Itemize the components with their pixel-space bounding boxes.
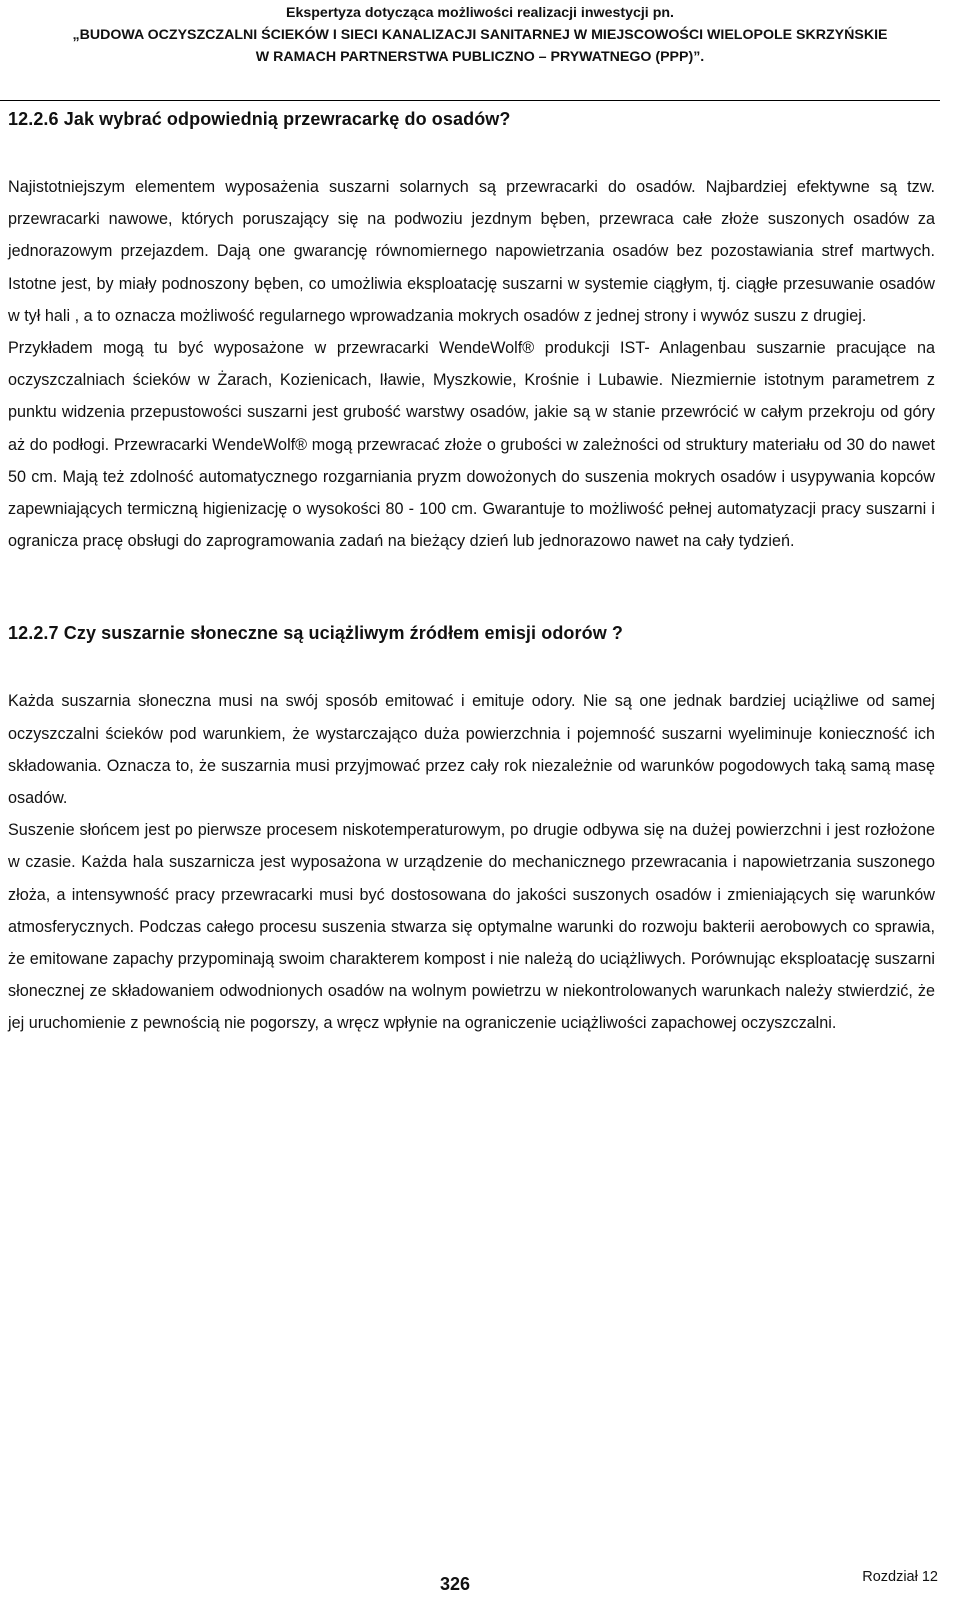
page-number: 326 (440, 1574, 471, 1594)
section-heading-12-2-6: 12.2.6 Jak wybrać odpowiednią przewracarkę do osadów? (8, 109, 511, 129)
spacer (8, 131, 935, 171)
paragraph: Najistotniejszym elementem wyposażenia suszarni solarnych są przewracarki do osadów. Najbardziej efektywne są tzw. przewracarki nawowe, których poruszający się na podwoziu jezdnym bęben, przewraca całe złoże suszonych osadów za jednorazowym przejazdem. Dają one gwarancję równomiernego napowietrzania osadów bez pozostawiania stref martwych. Istotne jest, by miały podnoszony bęben, co umożliwia eksploatację suszarni w systemie ciągłym, tj. ciągłe przesuwanie osadów w tył hali , a to oznacza możliwość regularnego wprowadzania mokrych osadów z jednej strony i wywóz suszu z drugiej. (8, 178, 935, 325)
spacer (8, 557, 935, 621)
paragraph: Suszenie słońcem jest po pierwsze procesem niskotemperaturowym, po drugie odbywa się na dużej powierzchni i jest rozłożone w czasie. Każda hala suszarnicza jest wyposażona w urządzenie do mechanicznego przewracania i napowietrzania suszonego złoża, a intensywność pracy przewracarki musi być dostosowana do jakości suszonych osadów i zmieniających się warunków atmosferycznych. Podczas całego procesu suszenia stwarza się optymalne warunki do rozwoju bakterii aerobowych co sprawia, że emitowane zapachy przypominają swoim charakterem kompost i nie należą do uciążliwych. Porównując eksploatację suszarni słonecznej ze składowaniem odwodnionych osadów na wolnym powietrzu w niekontrolowanych warunkach należy stwierdzić, że jej uruchomienie z pewnością nie pogorszy, a wręcz wpłynie na ograniczenie uciążliwości zapachowej oczyszczalni. (8, 821, 935, 1033)
header-line-3: W RAMACH PARTNERSTWA PUBLICZNO – PRYWATNEGO (PPP)”. (255, 49, 705, 65)
paragraph: Przykładem mogą tu być wyposażone w przewracarki WendeWolf® produkcji IST- Anlagenbau suszarnie pracujące na oczyszczalniach ścieków w Żarach, Kozienicach, Iławie, Myszkowie, Krośnie i Lubawie. Niezmiernie istotnym parametrem z punktu widzenia przepustowości suszarni jest grubość warstwy osadów, jakie są w stanie przewrócić w całym przekroju od góry aż do podłogi. Przewracarki WendeWolf® mogą przewracać złoże o grubości w zależności od struktury materiału od 30 do nawet 50 cm. Mają też zdolność automatycznego rozgarniania pryzm dowożonych do suszenia mokrych osadów i usypywania kopców zapewniających termiczną higienizację o wysokości 80 - 100 cm. Gwarantuje to możliwość pełnej automatyzacji pracy suszarni i ogranicza pracę obsługi do zaprogramowania zadań na bieżący dzień lub jednorazowo nawet na cały tydzień. (8, 339, 935, 551)
document-body (8, 107, 935, 1040)
section-heading-12-2-7: 12.2.7 Czy suszarnie słoneczne są uciążliwym źródłem emisji odorów ? (8, 623, 624, 644)
header-divider (0, 100, 940, 101)
header-line-2: „BUDOWA OCZYSZCZALNI ŚCIEKÓW I SIECI KANALIZACJI SANITARNEJ W MIEJSCOWOŚCI WIELOPOLE SKRZYŃSKIE (72, 27, 888, 43)
footer-chapter-label: Rozdział 12 (862, 1569, 938, 1585)
running-header (0, 2, 960, 68)
header-line-1: Ekspertyza dotycząca możliwości realizacji inwestycji pn. (286, 5, 674, 21)
spacer (8, 645, 935, 685)
paragraph: Każda suszarnia słoneczna musi na swój sposób emitować i emituje odory. Nie są one jednak bardziej uciążliwe od samej oczyszczalni ścieków pod warunkiem, że wystarczająco duża powierzchnia i pojemność suszarni wyeliminuje konieczność ich składowania. Oznacza to, że suszarnia musi przyjmować przez cały rok niezależnie od warunków pogodowych taką samą masę osadów. (8, 692, 935, 808)
